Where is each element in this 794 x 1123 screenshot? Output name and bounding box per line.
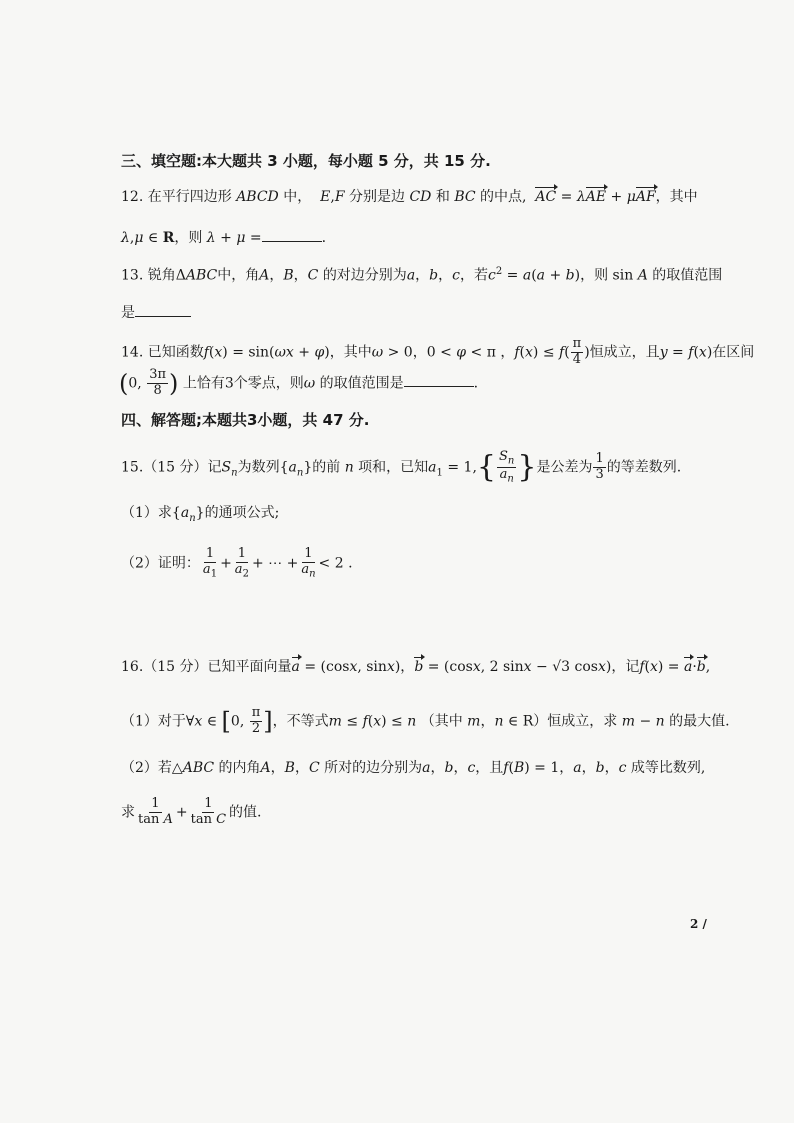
question-13-line-1: 13. 锐角ΔABC中，角A，B，C 的对边分别为a，b，c，若$c^2 = a(a + b)$，则 sin A 的取值范围 <box>121 266 723 284</box>
answer-blank-13[interactable] <box>135 304 191 317</box>
question-15-part-1: （1）求$\{a_n\}$的通项公式; <box>121 505 280 524</box>
question-15-line-1: 15.（15 分）记$S_n$为数列$\{a_n\}$的前 n 项和，已知$a_1 = 1$,{ $\frac{S_n}{a_n}$ }是公差为 $\frac{1}{3}$ 的等差数列. <box>121 449 682 485</box>
question-16-part-1: （1）对于∀x ∈ [0, $\frac{\pi}{2}$ ]，不等式m ≤ f(x) ≤ n （其中 m，n ∈ R）恒成立，求 m − n 的最大值. <box>121 705 730 736</box>
section-3-heading: 三、填空题:本大题共 3 小题，每小题 5 分，共 15 分. <box>121 152 491 170</box>
question-16-line-1: 16.（15 分）已知平面向量a = (cosx, sinx)，b = (cosx, 2 sinx − √3 cosx)，记f(x) = a·b, <box>121 659 711 675</box>
question-16-part-2-line-2: 求 $\frac{1}{\text{tan A}}$ + $\frac{1}{\text{tan C}}$ 的值. <box>121 796 262 827</box>
question-12-line-1: 12. 在平行四边形 ABCD 中， E,F 分别是边 CD 和 BC 的中点, AC = λAE + μAF，其中 <box>121 189 698 205</box>
page-number: 2 / <box>690 917 707 931</box>
answer-blank-14[interactable] <box>404 374 474 387</box>
question-15-part-2: （2）证明： $\frac{1}{a_1}$ + $\frac{1}{a_2}$ + ⋯ + $\frac{1}{a_n}$ < 2 . <box>121 546 353 580</box>
question-13-line-2: 是 <box>121 304 191 320</box>
question-14-line-1: 14. 已知函数f(x) = sin(ωx + φ)，其中ω > 0，0 < φ < π ，f(x) ≤ f( $\frac{\pi}{4}$ )恒成立，且y = f(x)在区间 <box>121 336 755 367</box>
question-16-part-2: （2）若△ABC 的内角A，B，C 所对的边分别为a，b，c，且f(B) = 1，a，b，c 成等比数列, <box>121 760 706 776</box>
answer-blank-12[interactable] <box>262 229 322 242</box>
section-4-heading: 四、解答题;本题共3小题，共 47 分. <box>121 411 370 429</box>
question-14-line-2: (0, $\frac{3\pi}{8}$ ) 上恰有3个零点，则ω 的取值范围是 . <box>119 367 479 398</box>
question-12-line-2: λ,μ ∈ R，则 λ + μ = . <box>121 230 327 246</box>
